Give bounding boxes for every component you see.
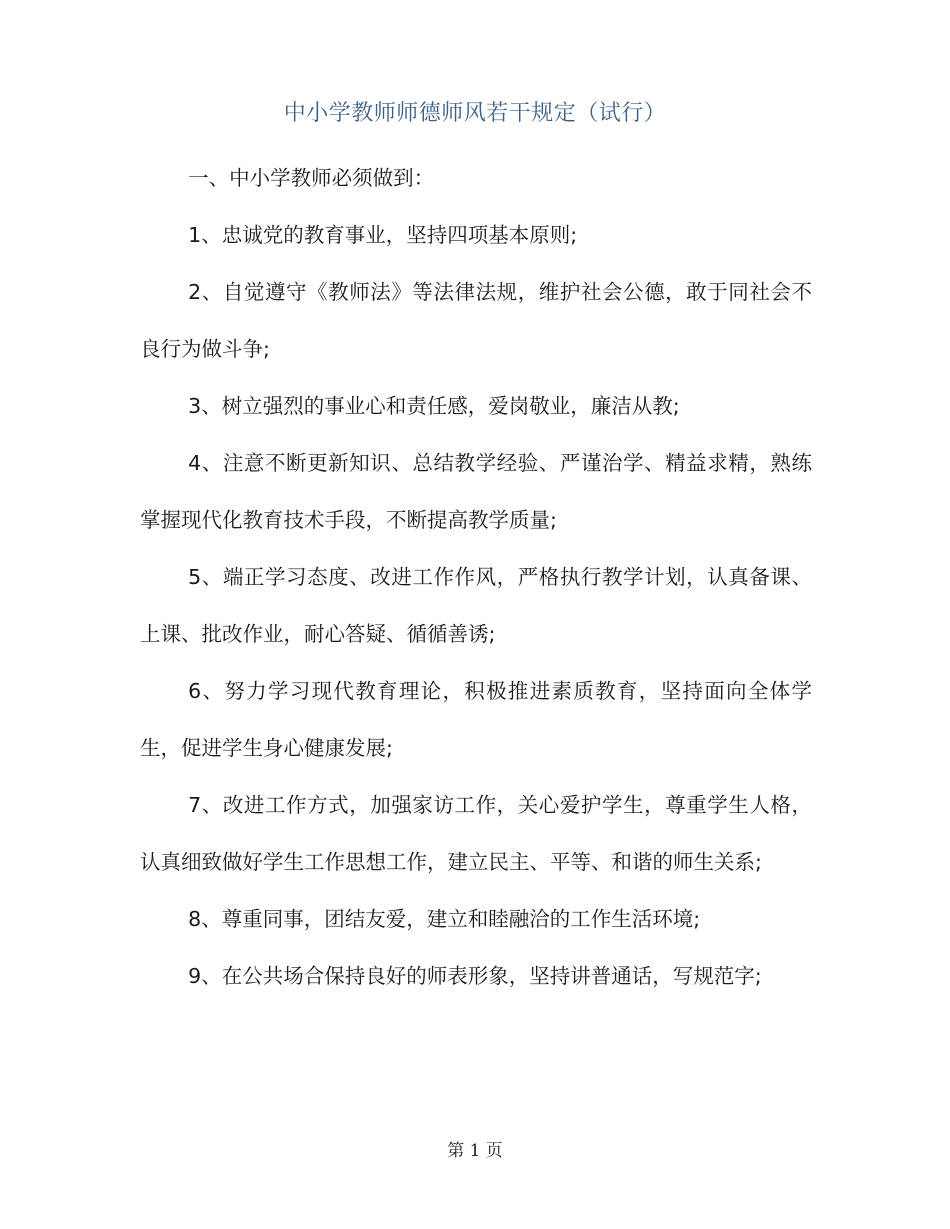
rule-item-4: 4、注意不断更新知识、总结教学经验、严谨治学、精益求精，熟练掌握现代化教育技术手段，不断提高教学质量; — [140, 451, 812, 532]
rule-item-2: 2、自觉遵守《教师法》等法律法规，维护社会公德，敢于同社会不良行为做斗争; — [140, 280, 812, 361]
rule-item-7: 7、改进工作方式，加强家访工作，关心爱护学生，尊重学生人格，认真细致做好学生工作思想工作，建立民主、平等、和谐的师生关系; — [140, 793, 812, 874]
rule-item-8: 8、尊重同事，团结友爱，建立和睦融洽的工作生活环境; — [188, 907, 701, 931]
page-number: 第 1 页 — [447, 1141, 503, 1161]
rule-item-1: 1、忠诚党的教育事业，坚持四项基本原则; — [188, 223, 578, 247]
rule-item-6: 6、努力学习现代教育理论，积极推进素质教育，坚持面向全体学生，促进学生身心健康发展; — [140, 679, 812, 760]
rule-item-3: 3、树立强烈的事业心和责任感，爱岗敬业，廉洁从教; — [188, 394, 680, 418]
rule-item-9: 9、在公共场合保持良好的师表形象，坚持讲普通话，写规范字; — [188, 964, 762, 988]
rule-item-5: 5、端正学习态度、改进工作作风，严格执行教学计划，认真备课、上课、批改作业，耐心答疑、循循善诱; — [140, 565, 812, 646]
document-title: 中小学教师师德师风若干规定（试行） — [283, 101, 667, 126]
document-body — [140, 150, 812, 1005]
section-heading: 一、中小学教师必须做到： — [188, 166, 435, 190]
